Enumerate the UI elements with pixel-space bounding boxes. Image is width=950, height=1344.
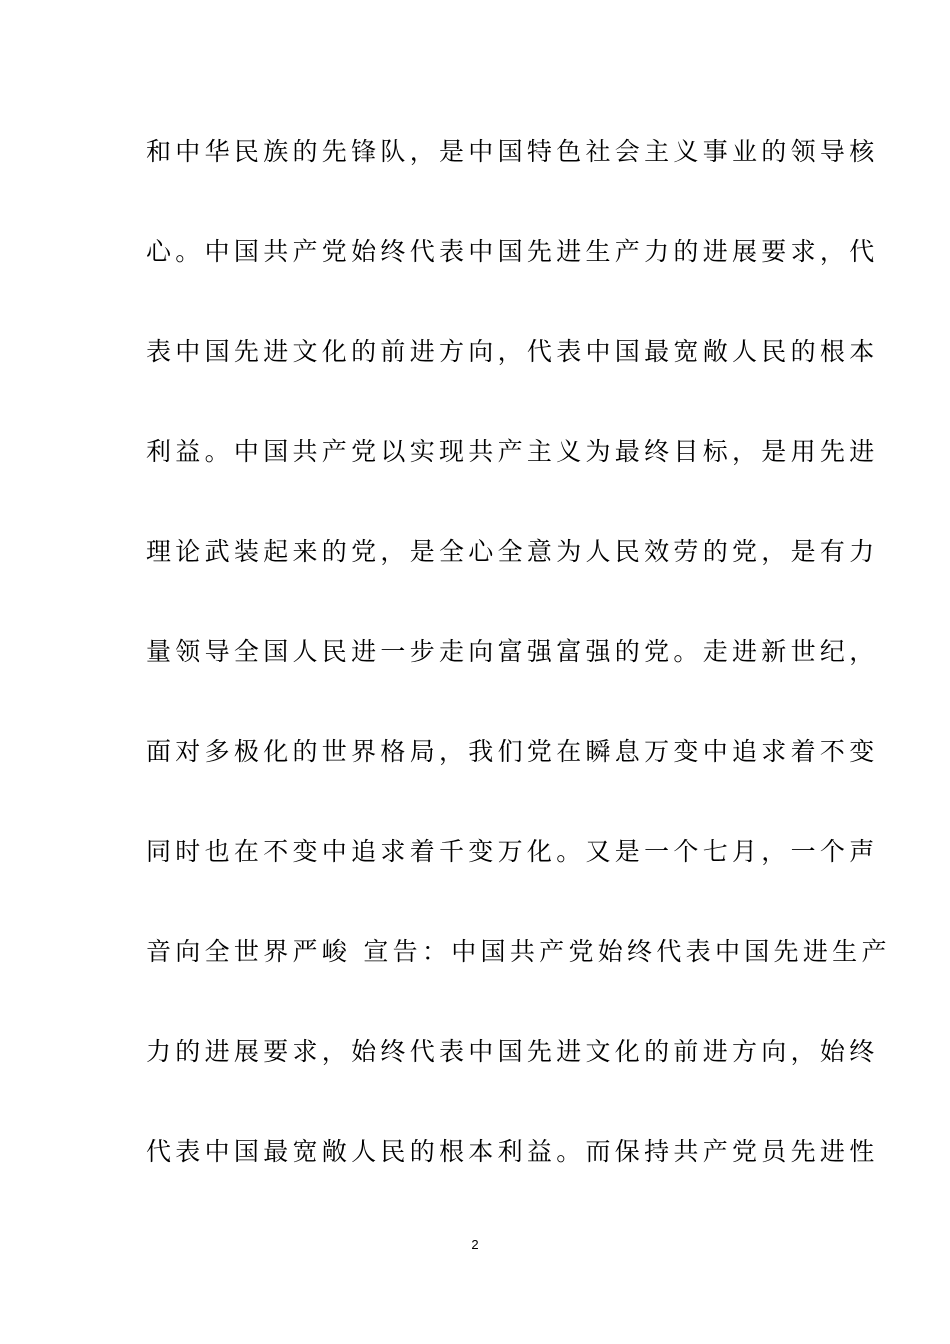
text-line-10: 力的进展要求，始终代表中国先进文化的前进方向，始终	[146, 1037, 879, 1066]
text-line-8: 同时也在不变中追求着千变万化。又是一个七月，一个声	[146, 837, 879, 866]
text-line-11: 代表中国最宽敞人民的根本利益。而保持共产党员先进性	[146, 1137, 879, 1166]
text-line-4: 利益。中国共产党以实现共产主义为最终目标，是用先进	[146, 437, 879, 466]
text-line-1: 和中华民族的先锋队，是中国特色社会主义事业的领导核	[146, 137, 879, 166]
page-number: 2	[471, 1237, 479, 1252]
text-line-7: 面对多极化的世界格局，我们党在瞬息万变中追求着不变	[146, 737, 879, 766]
text-line-5: 理论武装起来的党，是全心全意为人民效劳的党，是有力	[146, 537, 879, 566]
text-line-3: 表中国先进文化的前进方向，代表中国最宽敞人民的根本	[146, 337, 879, 366]
body-text	[146, 124, 891, 1224]
text-line-2: 心。中国共产党始终代表中国先进生产力的进展要求，代	[146, 237, 879, 266]
text-line-9: 音向全世界严峻 宣告：中国共产党始终代表中国先进生产	[146, 937, 891, 966]
text-line-6: 量领导全国人民进一步走向富强富强的党。走进新世纪，	[146, 637, 879, 666]
